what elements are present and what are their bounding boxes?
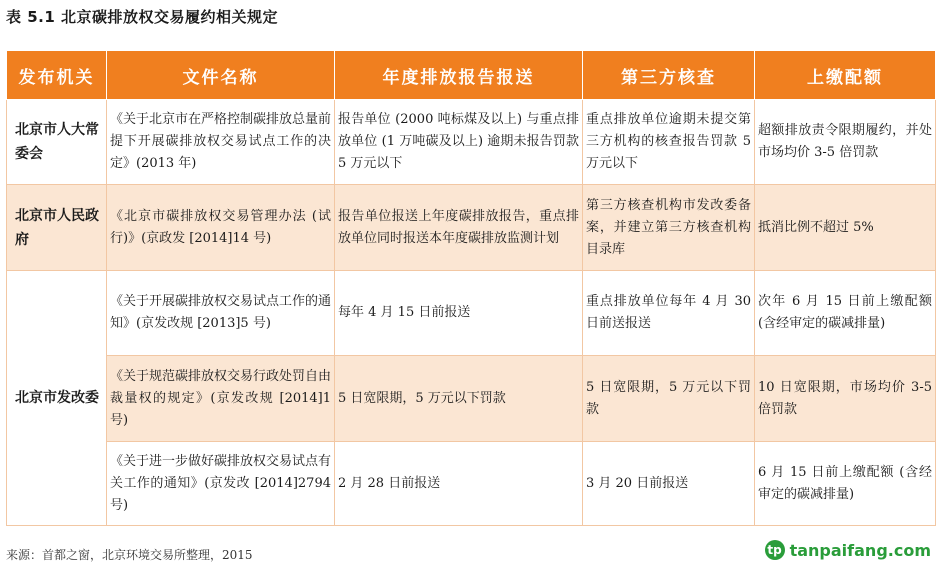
verification-cell: 第三方核查机构市发改委备案，并建立第三方核查机构目录库 [583, 185, 755, 271]
quota-cell: 抵消比例不超过 5% [755, 185, 936, 271]
column-header-issuer: 发布机关 [7, 51, 107, 100]
document-cell: 《关于开展碳排放权交易试点工作的通知》(京发改规 [2013]5 号) [107, 271, 335, 356]
document-cell: 《关于规范碳排放权交易行政处罚自由裁量权的规定》(京发改规 [2014]1 号) [107, 356, 335, 442]
document-cell: 《关于进一步做好碳排放权交易试点有关工作的通知》(京发改 [2014]2794 号) [107, 442, 335, 526]
report-cell: 报告单位报送上年度碳排放报告，重点排放单位同时报送本年度碳排放监测计划 [335, 185, 583, 271]
site-logo[interactable] [765, 540, 931, 560]
issuer-cell: 北京市发改委 [7, 271, 107, 526]
report-cell: 5 日宽限期，5 万元以下罚款 [335, 356, 583, 442]
verification-cell: 重点排放单位逾期未提交第三方机构的核查报告罚款 5 万元以下 [583, 100, 755, 185]
table-title: 表 5.1 北京碳排放权交易履约相关规定 [6, 8, 279, 26]
regulations-table [6, 50, 936, 526]
source-note: 来源：首都之窗，北京环境交易所整理，2015 [6, 548, 253, 562]
issuer-cell: 北京市人民政府 [7, 185, 107, 271]
issuer-cell: 北京市人大常委会 [7, 100, 107, 185]
column-header-quota: 上缴配额 [755, 51, 936, 100]
table-row [7, 185, 936, 271]
column-header-document: 文件名称 [107, 51, 335, 100]
quota-cell: 10 日宽限期，市场均价 3-5 倍罚款 [755, 356, 936, 442]
column-header-report: 年度排放报告报送 [335, 51, 583, 100]
table-row [7, 356, 936, 442]
quota-cell: 超额排放责令限期履约，并处市场均价 3-5 倍罚款 [755, 100, 936, 185]
document-cell: 《关于北京市在严格控制碳排放总量前提下开展碳排放权交易试点工作的决定》(2013 年) [107, 100, 335, 185]
document-cell: 《北京市碳排放权交易管理办法 (试行)》(京政发 [2014]14 号) [107, 185, 335, 271]
leaf-logo-icon: tp [765, 540, 785, 560]
table-row [7, 271, 936, 356]
quota-cell: 6 月 15 日前上缴配额 (含经审定的碳减排量) [755, 442, 936, 526]
report-cell: 每年 4 月 15 日前报送 [335, 271, 583, 356]
column-header-verification: 第三方核查 [583, 51, 755, 100]
verification-cell: 3 月 20 日前报送 [583, 442, 755, 526]
quota-cell: 次年 6 月 15 日前上缴配额 (含经审定的碳减排量) [755, 271, 936, 356]
report-cell: 报告单位 (2000 吨标煤及以上) 与重点排放单位 (1 万吨碳及以上) 逾期未报告罚款 5 万元以下 [335, 100, 583, 185]
verification-cell: 5 日宽限期，5 万元以下罚款 [583, 356, 755, 442]
report-cell: 2 月 28 日前报送 [335, 442, 583, 526]
logo-text: tanpaifang.com [789, 540, 931, 560]
table-row [7, 100, 936, 185]
verification-cell: 重点排放单位每年 4 月 30 日前送报送 [583, 271, 755, 356]
header-row [7, 51, 936, 100]
table-row [7, 442, 936, 526]
